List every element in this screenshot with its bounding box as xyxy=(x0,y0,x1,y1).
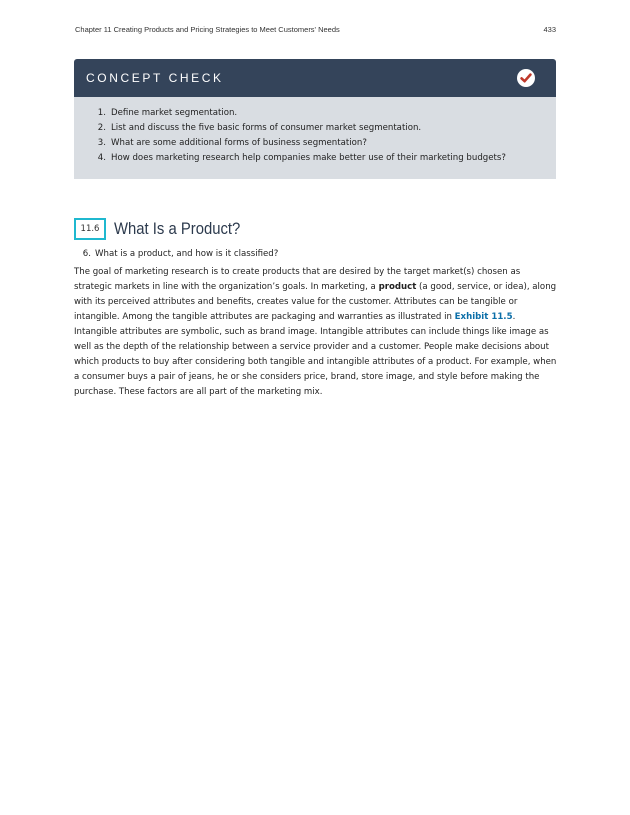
learning-objective xyxy=(75,249,278,259)
page-number: 433 xyxy=(543,25,556,34)
body-text-part: . Intangible attributes are symbolic, such as brand image. Intangible attributes can include things like image as well as the depth of the relationship between a service provider and a customer. People make decisions about which products to buy after considering both tangible and intangible attributes of a product. For example, when a consumer buys a pair of jeans, he or she considers price, brand, store image, and style before making the purchase. These factors are all part of the marketing mix. xyxy=(74,312,557,397)
list-item xyxy=(88,151,542,166)
item-text: Define market segmentation. xyxy=(111,108,238,118)
list-item xyxy=(88,136,542,151)
body-text-part: The goal of marketing research is to create products that are desired by the target market(s) chosen as strategic markets in line with the organization’s goals. In marketing, a xyxy=(74,267,521,292)
section-title: What Is a Product? xyxy=(114,219,241,238)
section-heading xyxy=(74,218,254,240)
concept-check-header xyxy=(74,59,556,97)
check-circle-icon xyxy=(517,69,535,87)
objective-number: 6. xyxy=(82,249,91,259)
concept-check-body xyxy=(74,97,556,179)
objective-text: What is a product, and how is it classified? xyxy=(95,249,279,259)
item-number: 2. xyxy=(97,123,106,133)
key-term: product xyxy=(378,282,417,292)
concept-check-box xyxy=(74,59,556,179)
item-text: List and discuss the five basic forms of consumer market segmentation. xyxy=(111,123,422,133)
body-paragraph xyxy=(74,265,558,400)
concept-check-title: CONCEPT CHECK xyxy=(86,71,224,85)
item-text: How does marketing research help companies make better use of their marketing budgets? xyxy=(111,153,506,163)
item-number: 1. xyxy=(97,108,106,118)
item-number: 4. xyxy=(97,153,106,163)
chapter-title: Chapter 11 Creating Products and Pricing Strategies to Meet Customers' Needs xyxy=(75,25,340,34)
list-item xyxy=(88,121,542,136)
running-header xyxy=(75,25,556,34)
item-number: 3. xyxy=(97,138,106,148)
item-text: What are some additional forms of business segmentation? xyxy=(111,138,367,148)
list-item xyxy=(88,106,542,121)
body-text-part: (a good, service, or idea), along with its perceived attributes and benefits, creates value for the customer. Attributes can be tangible or intangible. Among the tangible attributes are packaging and warranties as illustrated in xyxy=(74,282,557,322)
section-number-badge: 11.6 xyxy=(74,218,106,240)
concept-check-list xyxy=(88,106,542,166)
exhibit-link[interactable]: Exhibit 11.5 xyxy=(454,312,513,322)
